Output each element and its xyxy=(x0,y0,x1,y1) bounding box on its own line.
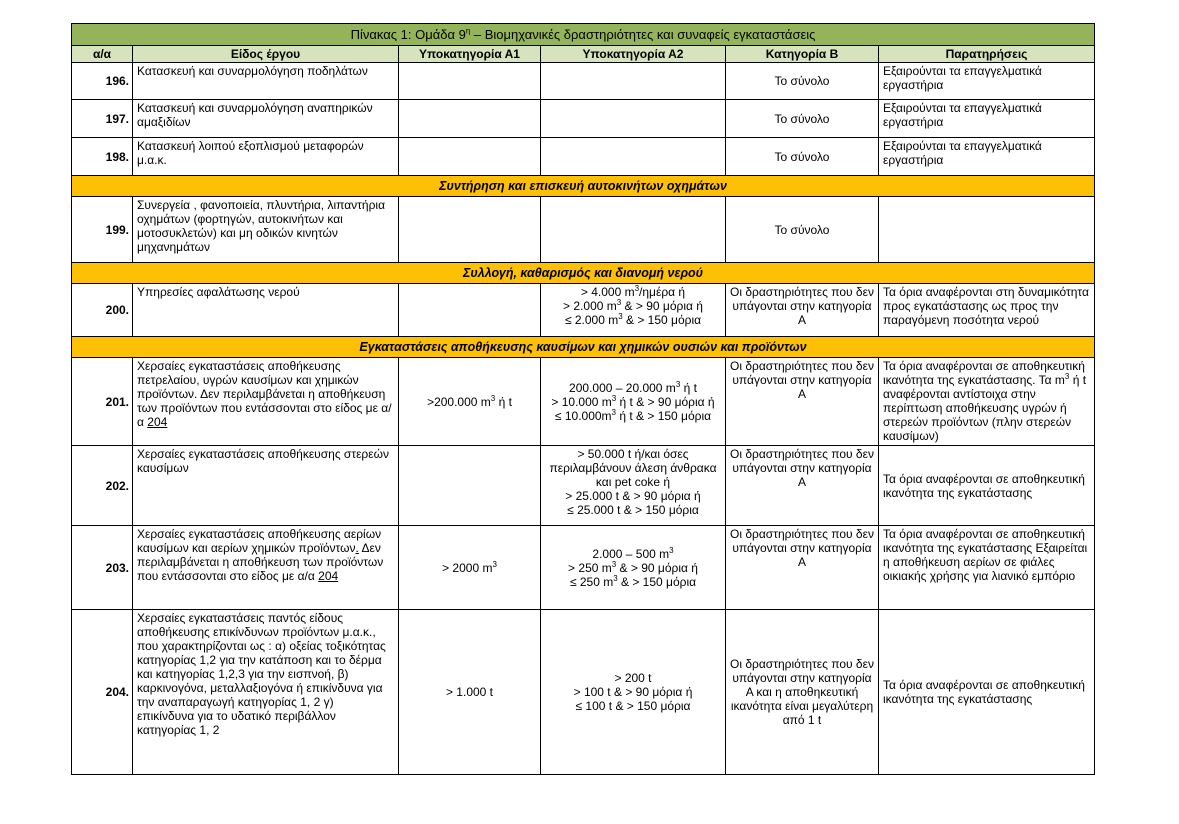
category-b: Το σύνολο xyxy=(726,100,879,138)
subcategory-a1 xyxy=(399,138,541,176)
subcategory-a1 xyxy=(399,63,541,100)
subcategory-a2 xyxy=(541,100,726,138)
project-type: Κατασκευή λοιπού εξοπλισμού μεταφορών μ.α.κ. xyxy=(133,138,399,176)
category-b: Οι δραστηριότητες που δεν υπάγονται στην κατηγορία Α xyxy=(726,284,879,337)
row-number: 199. xyxy=(72,197,133,263)
section-storage: Εγκαταστάσεις αποθήκευσης καυσίμων και χημικών ουσιών και προϊόντων xyxy=(72,337,1095,358)
row-number: 197. xyxy=(72,100,133,138)
subcategory-a1: > 1.000 t xyxy=(399,610,541,775)
header-project-type: Είδος έργου xyxy=(133,46,399,63)
notes: Εξαιρούνται τα επαγγελματικά εργαστήρια xyxy=(879,138,1095,176)
header-category-b: Κατηγορία Β xyxy=(726,46,879,63)
project-type: Κατασκευή και συναρμολόγηση αναπηρικών αμαξιδίων xyxy=(133,100,399,138)
project-type: Χερσαίες εγκαταστάσεις αποθήκευσης πετρελαίου, υγρών καυσίμων και χημικών προϊόντων. Δεν περιλαμβάνεται η αποθήκευση των προϊόντων που εντάσσονται στο είδος με α/α 204 xyxy=(133,358,399,446)
table-row xyxy=(72,138,1095,176)
reference-link: 204 xyxy=(147,415,168,429)
subcategory-a2: > 200 t > 100 t & > 90 μόρια ή ≤ 100 t & > 150 μόρια xyxy=(541,610,726,775)
table-row xyxy=(72,358,1095,446)
subcategory-a2: 200.000 – 20.000 $m^3$ ή t > 10.000 $m^3$ ή t & > 90 μόρια ή ≤ $10.000m^3$ ή t & > 150 μόρια xyxy=(541,358,726,446)
subcategory-a2: 2.000 – 500 $m^3$ > 250 $m^3$ & > 90 μόρια ή ≤ 250 $m^3$ & > 150 μόρια xyxy=(541,526,726,610)
row-number: 202. xyxy=(72,446,133,526)
subcategory-a2 xyxy=(541,138,726,176)
subcategory-a1 xyxy=(399,197,541,263)
project-type: Χερσαίες εγκαταστάσεις αποθήκευσης αερίων καυσίμων και αερίων χημικών προϊόντων. Δεν περιλαμβάνεται η αποθήκευση των προϊόντων που εντάσσονται στο είδος με α/α 204 xyxy=(133,526,399,610)
table-row xyxy=(72,63,1095,100)
row-number: 203. xyxy=(72,526,133,610)
category-b: Οι δραστηριότητες που δεν υπάγονται στην κατηγορία Α xyxy=(726,446,879,526)
notes: Τα όρια αναφέρονται σε αποθηκευτική ικανότητα της εγκατάστασης xyxy=(879,446,1095,526)
section-row xyxy=(72,337,1095,358)
subcategory-a1: > 2000 $m^3$ xyxy=(399,526,541,610)
subcategory-a1: >200.000 $m^3$ ή t xyxy=(399,358,541,446)
row-number: 198. xyxy=(72,138,133,176)
table-title: Πίνακας 1: Ομάδα $9^\eta$ – Βιομηχανικές δραστηριότητες και συναφείς εγκαταστάσεις xyxy=(72,24,1095,46)
category-b: Το σύνολο xyxy=(726,63,879,100)
subcategory-a1 xyxy=(399,284,541,337)
notes: Τα όρια αναφέρονται σε αποθηκευτική ικανότητα της εγκατάστασης xyxy=(879,610,1095,775)
notes: Τα όρια αναφέρονται σε αποθηκευτική ικανότητα της εγκατάστασης. Τα $m^3$ ή t αναφέρονται αντίστοιχα στην περίπτωση αποθήκευσης υγρών ή στερεών προϊόντων (πλην στερεών καυσίμων) xyxy=(879,358,1095,446)
table-row xyxy=(72,610,1095,775)
project-type: Χερσαίες εγκαταστάσεις αποθήκευσης στερεών καυσίμων xyxy=(133,446,399,526)
row-number: 200. xyxy=(72,284,133,337)
header-aa: α/α xyxy=(72,46,133,63)
category-b: Το σύνολο xyxy=(726,197,879,263)
header-notes: Παρατηρήσεις xyxy=(879,46,1095,63)
row-number: 201. xyxy=(72,358,133,446)
table-row xyxy=(72,284,1095,337)
subcategory-a1 xyxy=(399,100,541,138)
project-type: Χερσαίες εγκαταστάσεις παντός είδους αποθήκευσης επικίνδυνων προϊόντων μ.α.κ., που χαρακτηρίζονται ως : α) οξείας τοξικότητας κατηγορίας 1,2 για την κατάποση και το δέρμα και κατηγορίας 1,2,3 για την εισπνοή, β) καρκινογόνα, μεταλλαξιογόνα ή επικίνδυνα για την αναπαραγωγή κατηγορίας 1, 2 γ) επικίνδυνα για το υδατικό περιβάλλον κατηγορίας 1, 2 xyxy=(133,610,399,775)
reference-link: 204 xyxy=(318,569,339,583)
header-row xyxy=(72,46,1095,63)
category-b: Το σύνολο xyxy=(726,138,879,176)
section-row xyxy=(72,176,1095,197)
table-row xyxy=(72,197,1095,263)
notes: Τα όρια αναφέρονται στη δυναμικότητα προς εγκατάστασης ως προς την παραγόμενη ποσότητα νερού xyxy=(879,284,1095,337)
category-table xyxy=(71,23,1095,775)
category-b: Οι δραστηριότητες που δεν υπάγονται στην κατηγορία Α και η αποθηκευτική ικανότητα είναι μεγαλύτερη από 1 t xyxy=(726,610,879,775)
notes: Τα όρια αναφέρονται σε αποθηκευτική ικανότητα της εγκατάστασης Εξαιρείται η αποθήκευση αερίων σε φιάλες οικιακής χρήσης για λιανικό εμπόριο xyxy=(879,526,1095,610)
subcategory-a2 xyxy=(541,63,726,100)
project-type: Υπηρεσίες αφαλάτωσης νερού xyxy=(133,284,399,337)
row-number: 204. xyxy=(72,610,133,775)
category-b: Οι δραστηριότητες που δεν υπάγονται στην κατηγορία Α xyxy=(726,526,879,610)
row-number: 196. xyxy=(72,63,133,100)
notes: Εξαιρούνται τα επαγγελματικά εργαστήρια xyxy=(879,63,1095,100)
section-row xyxy=(72,263,1095,284)
subcategory-a2: > 4.000 $m^3$/ημέρα ή > 2.000 $m^3$ & > 90 μόρια ή ≤ 2.000 $m^3$ & > 150 μόρια xyxy=(541,284,726,337)
project-type: Συνεργεία , φανοποιεία, πλυντήρια, λιπαντήρια οχημάτων (φορτηγών, αυτοκινήτων και μοτοσυκλετών) και μη οδικών κινητών μηχανημάτων xyxy=(133,197,399,263)
project-type: Κατασκευή και συναρμολόγηση ποδηλάτων xyxy=(133,63,399,100)
table-row xyxy=(72,446,1095,526)
table-row xyxy=(72,100,1095,138)
category-b: Οι δραστηριότητες που δεν υπάγονται στην κατηγορία Α xyxy=(726,358,879,446)
section-water: Συλλογή, καθαρισμός και διανομή νερού xyxy=(72,263,1095,284)
header-subcategory-a2: Υποκατηγορία Α2 xyxy=(541,46,726,63)
header-subcategory-a1: Υποκατηγορία Α1 xyxy=(399,46,541,63)
table-row xyxy=(72,526,1095,610)
subcategory-a2 xyxy=(541,197,726,263)
subcategory-a2: > 50.000 t ή/και όσες περιλαμβάνουν άλεση άνθρακα και pet coke ή > 25.000 t & > 90 μόρια ή ≤ 25.000 t & > 150 μόρια xyxy=(541,446,726,526)
subcategory-a1 xyxy=(399,446,541,526)
notes xyxy=(879,197,1095,263)
section-maintenance: Συντήρηση και επισκευή αυτοκινήτων οχημάτων xyxy=(72,176,1095,197)
table-title-row xyxy=(72,24,1095,46)
notes: Εξαιρούνται τα επαγγελματικά εργαστήρια xyxy=(879,100,1095,138)
